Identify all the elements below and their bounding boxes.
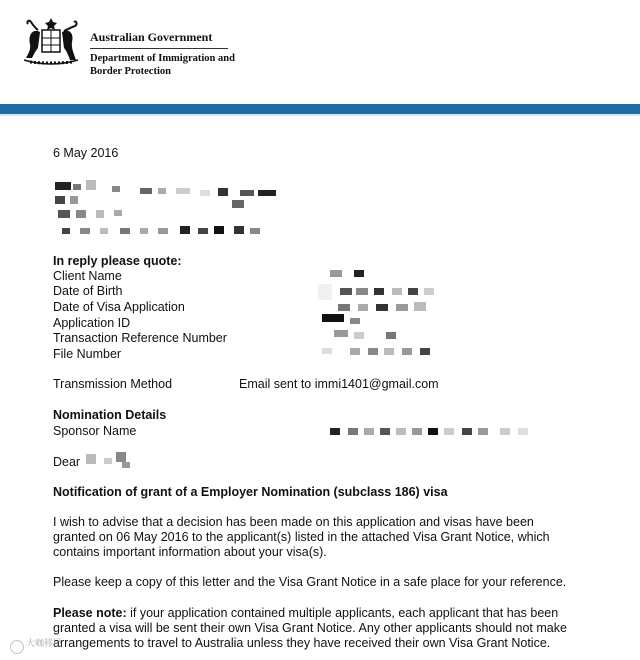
- note-text-line-1: if your application contained multiple applicants, each applicant that has been: [126, 606, 559, 620]
- note-label: Please note:: [53, 606, 127, 620]
- nomination-heading: Nomination Details: [53, 408, 167, 422]
- paragraph-note-line-1: [53, 606, 558, 621]
- letter-subject: Notification of grant of a Employer Nomination (subclass 186) visa: [53, 485, 448, 499]
- field-label-file-number: File Number: [53, 347, 122, 361]
- salutation: Dear: [53, 455, 81, 469]
- letterhead: [0, 0, 640, 105]
- paragraph-decision-line-3: contains important information about your visa(s).: [53, 545, 327, 559]
- header-divider: [90, 48, 228, 49]
- transmission-value: Email sent to immi1401@gmail.com: [239, 377, 439, 391]
- paragraph-note-line-3: arrangements to travel to Australia unless they have received their own Visa Grant Notice.: [53, 636, 551, 650]
- header-band-shadow: [0, 114, 640, 116]
- sponsor-label: Sponsor Name: [53, 424, 137, 438]
- field-label-date-of-birth: Date of Birth: [53, 284, 123, 298]
- field-label-application-id: Application ID: [53, 316, 131, 330]
- watermark-icon: [10, 640, 24, 654]
- government-name: Australian Government: [90, 30, 213, 44]
- quote-heading: In reply please quote:: [53, 254, 182, 268]
- paragraph-decision-line-2: granted on 06 May 2016 to the applicant(s) listed in the attached Visa Grant Notice, which: [53, 530, 550, 544]
- paragraph-decision-line-1: I wish to advise that a decision has been made on this application and visas have been: [53, 515, 534, 529]
- transmission-label: Transmission Method: [53, 377, 173, 391]
- letter-date: 6 May 2016: [53, 146, 119, 160]
- field-label-transaction-reference: Transaction Reference Number: [53, 331, 227, 345]
- coat-of-arms-icon: [20, 14, 82, 70]
- field-label-visa-application-date: Date of Visa Application: [53, 300, 185, 314]
- paragraph-keep-copy: Please keep a copy of this letter and the Visa Grant Notice in a safe place for your reference.: [53, 575, 567, 589]
- department-name: Department of Immigration and Border Protection: [90, 53, 235, 77]
- paragraph-note-line-2: granted a visa will be sent their own Visa Grant Notice. Any other applicants should not make: [53, 621, 567, 635]
- field-label-client-name: Client Name: [53, 269, 122, 283]
- header-band: [0, 104, 640, 114]
- watermark-text: 大咖移民: [26, 638, 63, 648]
